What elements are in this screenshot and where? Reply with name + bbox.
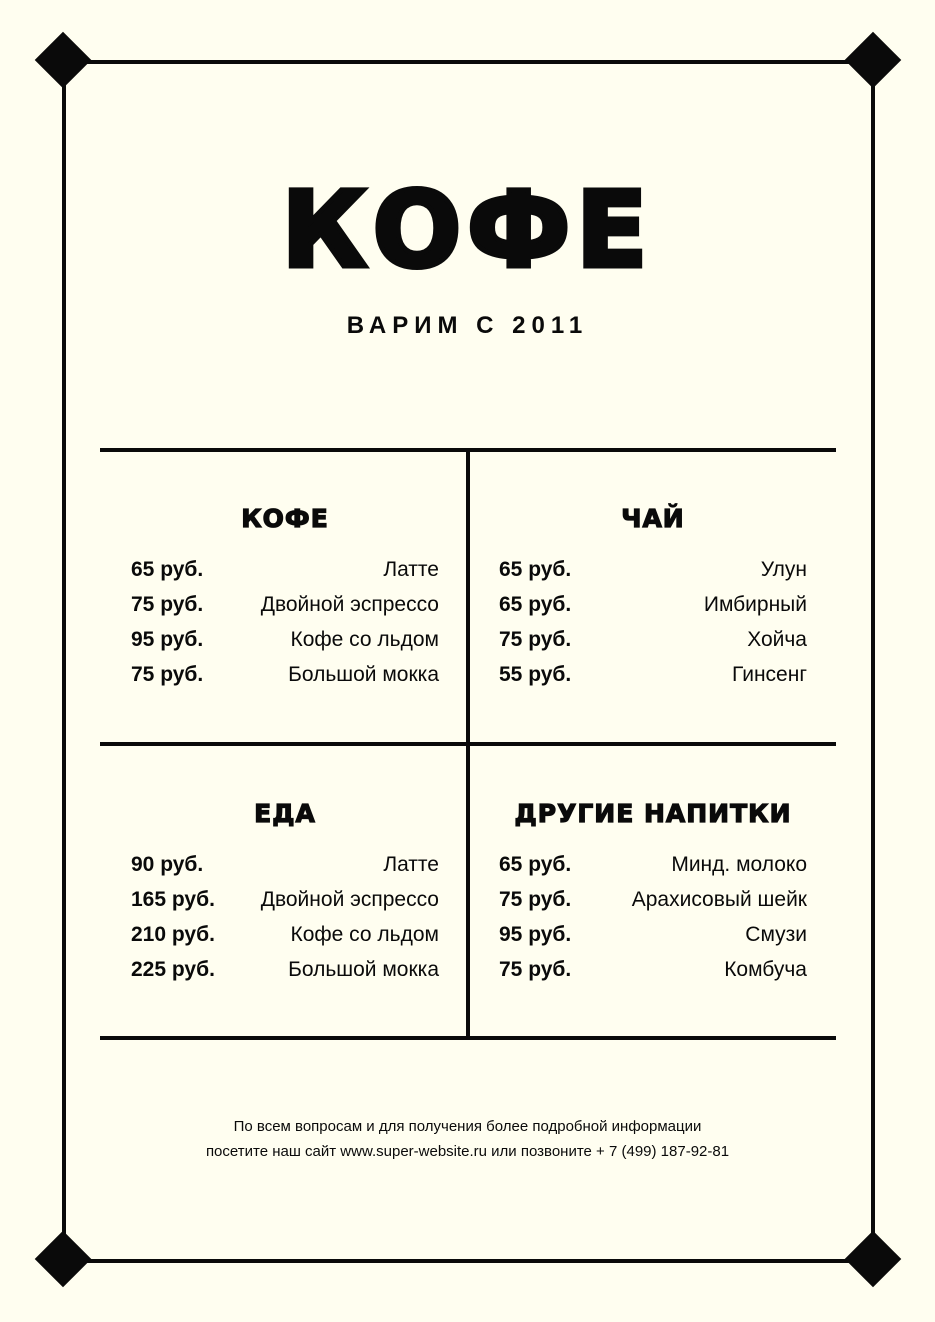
section-title: ДРУГИЕ НАПИТКИ [514,799,792,828]
item-price: 55 руб. [499,663,572,686]
menu-section-coffee [131,504,439,697]
item-name: Большой мокка [288,663,439,686]
page-subtitle: ВАРИМ С 2011 [346,312,589,339]
item-price: 165 руб. [131,888,215,911]
item-price: 75 руб. [499,958,572,981]
item-name: Имбирный [703,593,807,616]
menu-item [499,592,807,627]
menu-item [499,887,807,922]
item-price: 65 руб. [499,558,572,581]
menu-section-tea [499,504,807,697]
item-name: Арахисовый шейк [631,888,807,911]
menu-item [131,557,439,592]
item-name: Латте [383,558,439,581]
menu-item [131,957,439,992]
item-name: Минд. молоко [671,853,807,876]
menu-section-food [131,799,439,992]
item-price: 75 руб. [499,628,572,651]
item-name: Гинсенг [732,663,807,686]
item-name: Двойной эспрессо [260,888,439,911]
item-price: 210 руб. [131,923,215,946]
item-name: Двойной эспрессо [260,593,439,616]
item-price: 65 руб. [499,853,572,876]
menu-item [131,627,439,662]
section-title: ЧАЙ [621,504,685,533]
menu-section-other-drinks [499,799,807,992]
item-price: 95 руб. [131,628,204,651]
item-name: Хойча [747,628,807,651]
menu-item [499,852,807,887]
page-title: КОФЕ [281,169,654,291]
section-title: ЕДА [254,799,316,828]
item-price: 75 руб. [131,593,204,616]
menu-item [131,887,439,922]
item-name: Комбуча [724,958,807,981]
item-name: Кофе со льдом [290,628,439,651]
item-name: Большой мокка [288,958,439,981]
item-price: 75 руб. [131,663,204,686]
item-name: Смузи [745,923,807,946]
item-name: Кофе со льдом [290,923,439,946]
item-price: 75 руб. [499,888,572,911]
menu-item [499,922,807,957]
item-name: Латте [383,853,439,876]
item-name: Улун [760,558,807,581]
menu-item [499,557,807,592]
menu-item [131,662,439,697]
menu-item [499,627,807,662]
menu-item [131,852,439,887]
menu-item [131,592,439,627]
menu-item [131,922,439,957]
section-title: КОФЕ [241,504,329,533]
item-price: 65 руб. [499,593,572,616]
item-price: 95 руб. [499,923,572,946]
divider-vertical [466,448,470,1040]
menu-item [499,662,807,697]
footer-contact [0,1114,935,1164]
item-price: 90 руб. [131,853,204,876]
footer-line-2: посетите наш сайт www.super-website.ru или позвоните + 7 (499) 187-92-81 [205,1143,730,1160]
item-price: 65 руб. [131,558,204,581]
item-price: 225 руб. [131,958,215,981]
footer-line-1: По всем вопросам и для получения более подробной информации [233,1118,702,1135]
menu-item [499,957,807,992]
